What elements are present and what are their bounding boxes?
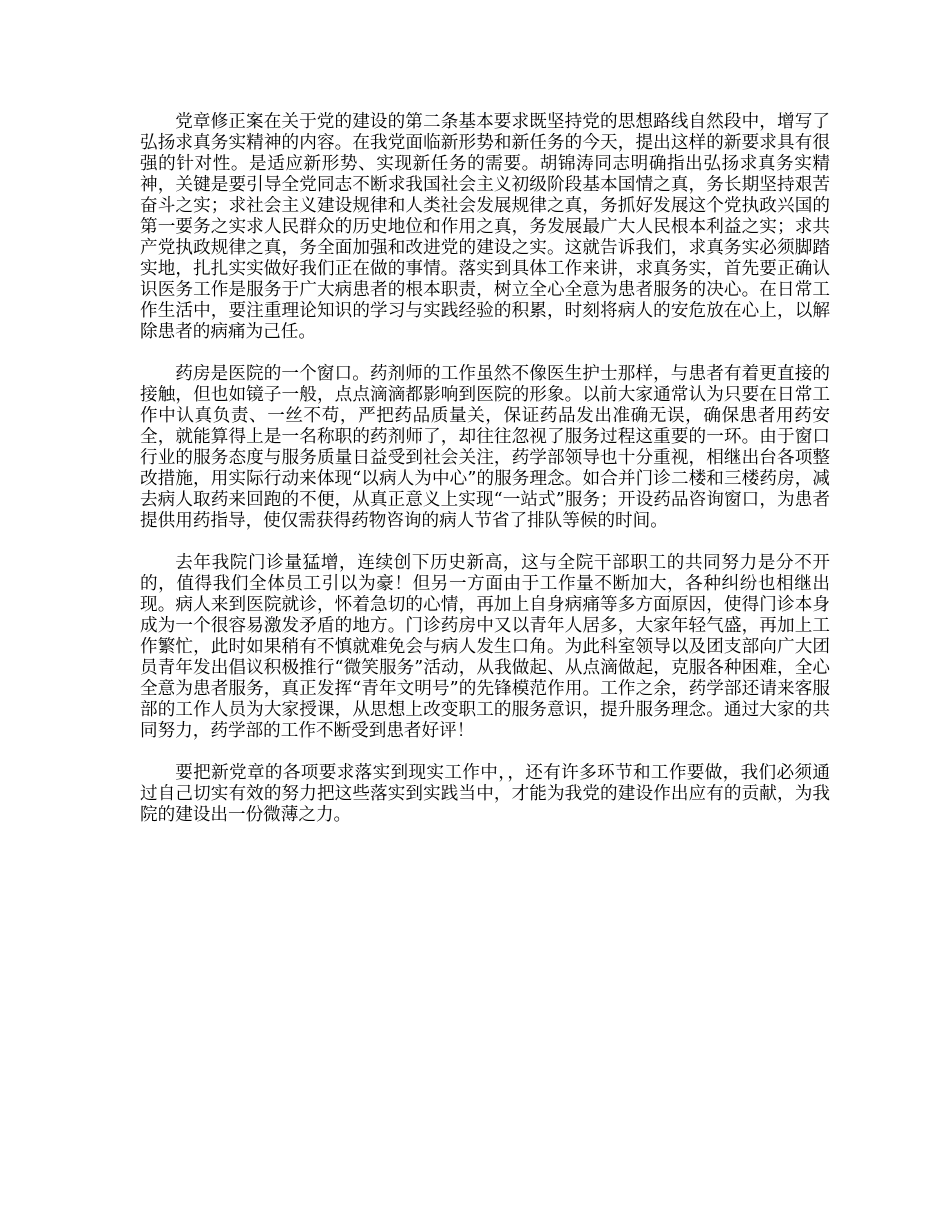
paragraph-2: 药房是医院的一个窗口。药剂师的工作虽然不像医生护士那样，与患者有着更直接的接触，但也如镜子一般，点点滴滴都影响到医院的形象。以前大家通常认为只要在日常工作中认真负责、一丝不苟，严把药品质量关，保证药品发出准确无误，确保患者用药安全，就能算得上是一名称职的药剂师了，却往往忽视了服务过程这重要的一环。由于窗口行业的服务态度与服务质量日益受到社会关注，药学部领导也十分重视，相继出台各项整改措施，用实际行动来体现“以病人为中心”的服务理念。如合并门诊二楼和三楼药房，减去病人取药来回跑的不便，从真正意义上实现“一站式”服务；开设药品咨询窗口，为患者提供用药指导，使仅需获得药物咨询的病人节省了排队等候的时间。	[140, 364, 830, 531]
paragraph-3: 去年我院门诊量猛增，连续创下历史新高，这与全院干部职工的共同努力是分不开的，值得我们全体员工引以为豪！但另一方面由于工作量不断加大，各种纠纷也相继出现。病人来到医院就诊，怀着急切的心情，再加上自身病痛等多方面原因，使得门诊本身成为一个很容易激发矛盾的地方。门诊药房中又以青年人居多，大家年轻气盛，再加上工作繁忙，此时如果稍有不慎就难免会与病人发生口角。为此科室领导以及团支部向广大团员青年发出倡议积极推行“微笑服务”活动，从我做起、从点滴做起，克服各种困难，全心全意为患者服务，真正发挥“青年文明号”的先锋模范作用。工作之余，药学部还请来客服部的工作人员为大家授课，从思想上改变职工的服务意识，提升服务理念。通过大家的共同努力，药学部的工作不断受到患者好评！	[140, 553, 830, 741]
document-page	[140, 112, 830, 826]
paragraph-4: 要把新党章的各项要求落实到现实工作中，，还有许多环节和工作要做，我们必须通过自己切实有效的努力把这些落实到实践当中，才能为我党的建设作出应有的贡献，为我院的建设出一份微薄之力。	[140, 763, 830, 825]
paragraph-1: 党章修正案在关于党的建设的第二条基本要求既坚持党的思想路线自然段中，增写了弘扬求真务实精神的内容。在我党面临新形势和新任务的今天，提出这样的新要求具有很强的针对性。是适应新形势、实现新任务的需要。胡锦涛同志明确指出弘扬求真务实精神，关键是要引导全党同志不断求我国社会主义初级阶段基本国情之真，务长期坚持艰苦奋斗之实；求社会主义建设规律和人类社会发展规律之真，务抓好发展这个党执政兴国的第一要务之实求人民群众的历史地位和作用之真，务发展最广大人民根本利益之实；求共产党执政规律之真，务全面加强和改进党的建设之实。这就告诉我们，求真务实必须脚踏实地，扎扎实实做好我们正在做的事情。落实到具体工作来讲，求真务实，首先要正确认识医务工作是服务于广大病患者的根本职责，树立全心全意为患者服务的决心。在日常工作生活中，要注重理论知识的学习与实践经验的积累，时刻将病人的安危放在心上，以解除患者的病痛为己任。	[140, 112, 830, 342]
